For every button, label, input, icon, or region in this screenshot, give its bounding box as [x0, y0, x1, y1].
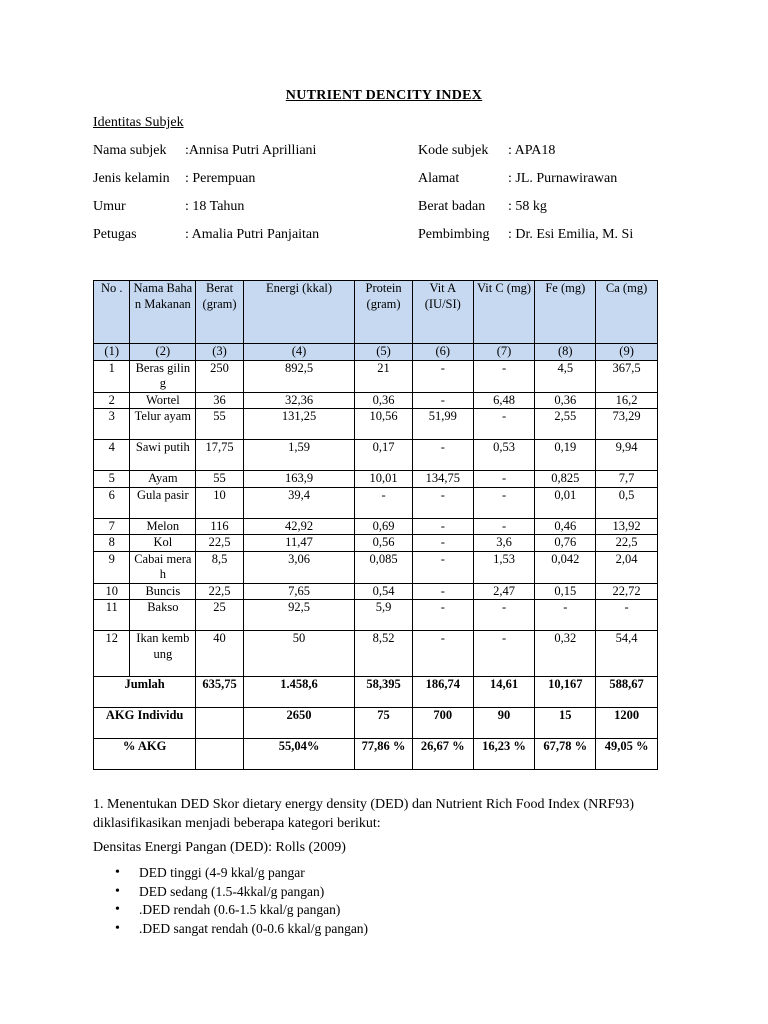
summary-cell: 15 — [535, 708, 596, 739]
summary-row — [94, 708, 658, 739]
table-cell: 2,55 — [535, 409, 596, 440]
summary-cell: 186,74 — [412, 677, 473, 708]
column-number: (4) — [243, 344, 354, 361]
column-header: Nama Bahan Makanan — [130, 281, 196, 344]
table-cell: 50 — [243, 631, 354, 677]
summary-label-cell: AKG Individu — [94, 708, 196, 739]
identity-value: : 58 kg — [508, 199, 547, 214]
table-cell: 21 — [355, 360, 413, 392]
table-cell: 7,65 — [243, 583, 354, 600]
table-cell: 6,48 — [473, 392, 535, 409]
table-cell: 0,19 — [535, 440, 596, 471]
table-cell: 0,56 — [355, 535, 413, 552]
column-header: Fe (mg) — [535, 281, 596, 344]
summary-cell: 75 — [355, 708, 413, 739]
nutrient-table — [93, 280, 658, 770]
table-cell: 0,36 — [535, 392, 596, 409]
table-row — [94, 440, 658, 471]
table-cell: 2 — [94, 392, 130, 409]
section-heading: Identitas Subjek — [93, 115, 184, 130]
column-number: (7) — [473, 344, 535, 361]
table-cell: 92,5 — [243, 600, 354, 631]
table-cell: 17,75 — [196, 440, 244, 471]
paragraph-ded-source: Densitas Energi Pangan (DED): Rolls (2009) — [93, 840, 346, 855]
table-cell: 367,5 — [596, 360, 658, 392]
table-body — [94, 360, 658, 770]
table-cell: 4,5 — [535, 360, 596, 392]
table-cell: - — [412, 518, 473, 535]
summary-cell: 67,78 % — [535, 739, 596, 770]
table-cell: 131,25 — [243, 409, 354, 440]
identity-row — [93, 171, 713, 191]
identity-value: : APA18 — [508, 143, 556, 158]
table-cell: 0,69 — [355, 518, 413, 535]
table-cell: 39,4 — [243, 487, 354, 518]
table-cell: - — [473, 518, 535, 535]
table-cell: - — [412, 392, 473, 409]
table-cell: 8 — [94, 535, 130, 552]
table-row — [94, 535, 658, 552]
identity-label: Pembimbing — [418, 227, 490, 242]
table-row — [94, 631, 658, 677]
food-name-cell: Cabai merah — [130, 551, 196, 583]
table-cell: - — [412, 631, 473, 677]
column-header: Vit A (IU/SI) — [412, 281, 473, 344]
summary-cell: 10,167 — [535, 677, 596, 708]
table-cell: 3,06 — [243, 551, 354, 583]
table-cell: - — [412, 600, 473, 631]
food-name-cell: Ayam — [130, 471, 196, 488]
table-cell: 22,72 — [596, 583, 658, 600]
table-row — [94, 600, 658, 631]
table-cell: 163,9 — [243, 471, 354, 488]
food-name-cell: Kol — [130, 535, 196, 552]
table-cell: - — [473, 409, 535, 440]
summary-cell: 588,67 — [596, 677, 658, 708]
table-header-row — [94, 281, 658, 344]
food-name-cell: Beras giling — [130, 360, 196, 392]
column-number: (2) — [130, 344, 196, 361]
list-item: • DED tinggi (4-9 kkal/g pangar — [93, 864, 368, 883]
identity-label: Kode subjek — [418, 143, 489, 158]
identity-value: : Perempuan — [185, 171, 256, 186]
table-cell: 25 — [196, 600, 244, 631]
column-number: (5) — [355, 344, 413, 361]
table-row — [94, 360, 658, 392]
summary-cell — [196, 708, 244, 739]
table-cell: 55 — [196, 471, 244, 488]
column-number: (6) — [412, 344, 473, 361]
table-cell: 134,75 — [412, 471, 473, 488]
table-cell: - — [473, 471, 535, 488]
table-cell: - — [473, 360, 535, 392]
table-cell: 0,5 — [596, 487, 658, 518]
summary-cell: 635,75 — [196, 677, 244, 708]
identity-value: : Dr. Esi Emilia, M. Si — [508, 227, 634, 242]
table-row — [94, 583, 658, 600]
table-cell: 22,5 — [196, 535, 244, 552]
table-cell: - — [355, 487, 413, 518]
summary-cell: 90 — [473, 708, 535, 739]
table-cell: 0,32 — [535, 631, 596, 677]
table-cell: 7 — [94, 518, 130, 535]
table-row — [94, 551, 658, 583]
table-cell: 2,04 — [596, 551, 658, 583]
table-cell: 116 — [196, 518, 244, 535]
table-row — [94, 487, 658, 518]
summary-cell: 26,67 % — [412, 739, 473, 770]
table-cell: - — [412, 487, 473, 518]
table-cell: 10 — [94, 583, 130, 600]
summary-cell: 1.458,6 — [243, 677, 354, 708]
list-item: • .DED sangat rendah (0-0.6 kkal/g pangan) — [93, 920, 368, 939]
table-cell: - — [596, 600, 658, 631]
table-cell: 0,36 — [355, 392, 413, 409]
table-cell: 0,76 — [535, 535, 596, 552]
column-header: Ca (mg) — [596, 281, 658, 344]
table-cell: 250 — [196, 360, 244, 392]
table-cell: - — [412, 535, 473, 552]
food-name-cell: Gula pasir — [130, 487, 196, 518]
table-cell: 51,99 — [412, 409, 473, 440]
table-cell: 0,53 — [473, 440, 535, 471]
table-cell: 1,53 — [473, 551, 535, 583]
table-cell: - — [473, 631, 535, 677]
column-number: (1) — [94, 344, 130, 361]
summary-cell: 16,23 % — [473, 739, 535, 770]
table-cell: - — [473, 600, 535, 631]
summary-cell: 77,86 % — [355, 739, 413, 770]
column-number: (3) — [196, 344, 244, 361]
column-header: Berat (gram) — [196, 281, 244, 344]
table-cell: 0,825 — [535, 471, 596, 488]
table-cell: 3,6 — [473, 535, 535, 552]
identity-label: Berat badan — [418, 199, 486, 214]
column-header: Vit C (mg) — [473, 281, 535, 344]
table-cell: 0,01 — [535, 487, 596, 518]
column-number: (8) — [535, 344, 596, 361]
column-header: Energi (kkal) — [243, 281, 354, 344]
food-name-cell: Wortel — [130, 392, 196, 409]
column-header: Protein (gram) — [355, 281, 413, 344]
summary-cell: 55,04% — [243, 739, 354, 770]
identity-label: Umur — [93, 199, 126, 214]
table-cell: 0,46 — [535, 518, 596, 535]
table-cell: 0,17 — [355, 440, 413, 471]
summary-cell: 58,395 — [355, 677, 413, 708]
table-cell: 2,47 — [473, 583, 535, 600]
table-row — [94, 471, 658, 488]
table-cell: - — [535, 600, 596, 631]
food-name-cell: Buncis — [130, 583, 196, 600]
table-row — [94, 392, 658, 409]
summary-cell: 700 — [412, 708, 473, 739]
table-cell: 11 — [94, 600, 130, 631]
identity-value: : Amalia Putri Panjaitan — [185, 227, 320, 242]
table-cell: 0,085 — [355, 551, 413, 583]
table-cell: 892,5 — [243, 360, 354, 392]
table-cell: 22,5 — [596, 535, 658, 552]
identity-value: : 18 Tahun — [185, 199, 245, 214]
table-row — [94, 518, 658, 535]
table-cell: 55 — [196, 409, 244, 440]
identity-label: Alamat — [418, 171, 460, 186]
identity-row — [93, 143, 713, 163]
list-item: • .DED rendah (0.6-1.5 kkal/g pangan) — [93, 901, 368, 920]
column-header: No . — [94, 281, 130, 344]
table-cell: 4 — [94, 440, 130, 471]
identity-value: : JL. Purnawirawan — [508, 171, 618, 186]
summary-row — [94, 739, 658, 770]
column-number-row — [94, 344, 658, 361]
identity-label: Nama subjek — [93, 143, 167, 158]
table-cell: - — [473, 487, 535, 518]
table-cell: 0,15 — [535, 583, 596, 600]
table-cell: 5 — [94, 471, 130, 488]
identity-label: Petugas — [93, 227, 137, 242]
table-cell: 0,54 — [355, 583, 413, 600]
table-cell: 9 — [94, 551, 130, 583]
food-name-cell: Bakso — [130, 600, 196, 631]
table-cell: 3 — [94, 409, 130, 440]
summary-cell: 14,61 — [473, 677, 535, 708]
paragraph-ded-intro: 1. Menentukan DED Skor dietary energy density (DED) dan Nutrient Rich Food Index (NRF93) diklasifikasikan menjadi beberapa kategori berikut: — [93, 797, 634, 831]
summary-label-cell: Jumlah — [94, 677, 196, 708]
identity-row — [93, 199, 713, 219]
table-cell: 22,5 — [196, 583, 244, 600]
list-item: • DED sedang (1.5-4kkal/g pangan) — [93, 883, 368, 902]
table-cell: - — [412, 551, 473, 583]
food-name-cell: Sawi putih — [130, 440, 196, 471]
summary-label-cell: % AKG — [94, 739, 196, 770]
table-cell: 8,52 — [355, 631, 413, 677]
table-cell: 0,042 — [535, 551, 596, 583]
table-cell: 36 — [196, 392, 244, 409]
table-cell: 5,9 — [355, 600, 413, 631]
table-cell: - — [412, 583, 473, 600]
table-cell: 42,92 — [243, 518, 354, 535]
table-cell: - — [412, 360, 473, 392]
identity-row — [93, 227, 713, 247]
summary-cell: 1200 — [596, 708, 658, 739]
table-cell: 73,29 — [596, 409, 658, 440]
table-cell: 10,01 — [355, 471, 413, 488]
table-cell: 11,47 — [243, 535, 354, 552]
table-cell: 32,36 — [243, 392, 354, 409]
column-number: (9) — [596, 344, 658, 361]
identity-value: :Annisa Putri Aprilliani — [185, 143, 317, 158]
table-cell: 13,92 — [596, 518, 658, 535]
table-cell: 7,7 — [596, 471, 658, 488]
summary-cell: 2650 — [243, 708, 354, 739]
table-cell: 8,5 — [196, 551, 244, 583]
table-cell: 16,2 — [596, 392, 658, 409]
identity-label: Jenis kelamin — [93, 171, 170, 186]
food-name-cell: Ikan kembung — [130, 631, 196, 677]
table-cell: 40 — [196, 631, 244, 677]
food-name-cell: Melon — [130, 518, 196, 535]
table-cell: - — [412, 440, 473, 471]
summary-row — [94, 677, 658, 708]
page-title: NUTRIENT DENCITY INDEX — [285, 88, 483, 103]
summary-cell: 49,05 % — [596, 739, 658, 770]
food-name-cell: Telur ayam — [130, 409, 196, 440]
table-cell: 10 — [196, 487, 244, 518]
table-cell: 9,94 — [596, 440, 658, 471]
ded-category-list — [93, 864, 368, 938]
table-cell: 1 — [94, 360, 130, 392]
table-cell: 1,59 — [243, 440, 354, 471]
summary-cell — [196, 739, 244, 770]
table-cell: 54,4 — [596, 631, 658, 677]
table-cell: 12 — [94, 631, 130, 677]
table-cell: 6 — [94, 487, 130, 518]
table-row — [94, 409, 658, 440]
table-cell: 10,56 — [355, 409, 413, 440]
